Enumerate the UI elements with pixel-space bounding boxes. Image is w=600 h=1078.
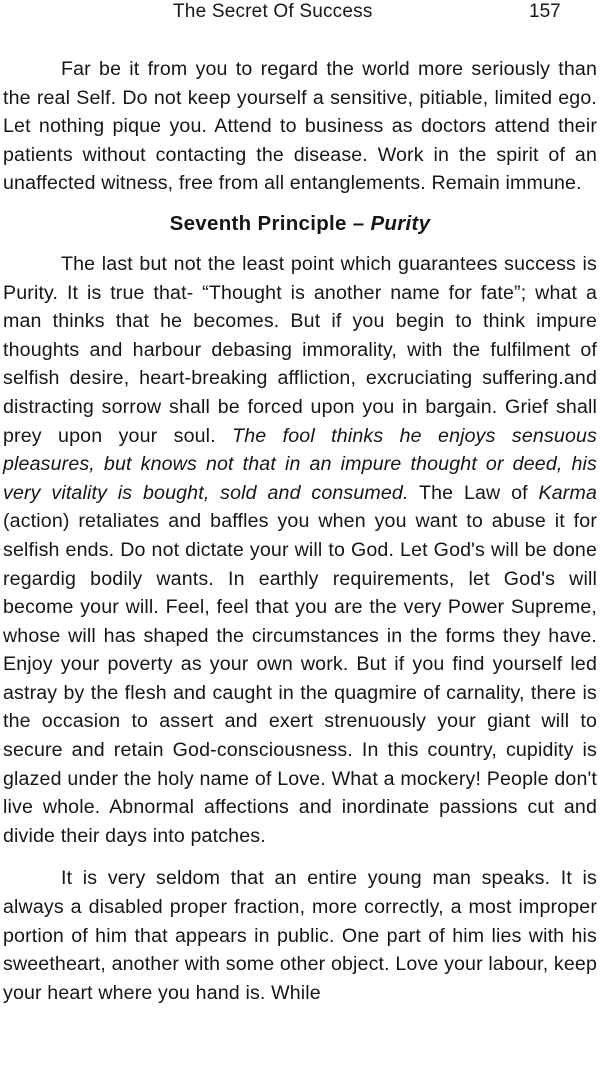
paragraph-2-italic-karma: Karma [538,481,597,504]
running-title: The Secret Of Success [173,1,373,22]
page-number: 157 [529,1,561,22]
paragraph-2-part-1: The last but not the least point which guarantees success is Purity. It is true that- “Thought is another name for fate”; what a man thinks that he becomes. But if you begin to think impure thoughts and harbour debasing immorality, with the fulfilment of selfish desire, heart-breaking affliction, excruciating suffering.and distracting sorrow shall be forced upon you in bargain. Grief shall prey upon your soul. [3,252,597,447]
paragraph-3: It is very seldom that an entire young man speaks. It is always a disabled proper fraction, more correctly, a most improper portion of him that appears in public. One part of him lies with his sweetheart, another with some other object. Love your labour, keep your heart where you hand is. While [3,867,597,1004]
paragraph-2-part-2: The Law of [408,481,539,504]
paragraph-2-italic-1: The fool thinks he enjoys sensuous pleasures, but knows not that in an impure thought or deed, his very vitality is bought, sold and consumed. [3,424,597,504]
body-text [3,55,597,1007]
paragraph-2-part-3: (action) retaliates and baffles you when you want to abuse it for selfish ends. Do not dictate your will to God. Let God's will be done regardig bodily wants. In earthly requirements, let God's will become your will. Feel, feel that you are the very Power Supreme, whose will has shaped the circumstances in the forms they have. Enjoy your poverty as your own work. But if you find yourself led astray by the flesh and caught in the quagmire of carnality, there is the occasion to assert and exert strenuously your giant will to secure and retain God-consciousness. In this country, cupidity is glazed under the holy name of Love. What a mockery! People don't live whole. Abnormal affections and inordinate passions cut and divide their days into patches. [3,510,597,847]
paragraph-1: Far be it from you to regard the world more seriously than the real Self. Do not keep yourself a sensitive, pitiable, limited ego. Let nothing pique you. Attend to business as doctors attend their patients without contacting the disease. Work in the spirit of an unaffected witness, free from all entanglements. Remain immune. [3,58,597,195]
paragraph-2 [3,250,597,850]
section-heading [3,210,597,238]
heading-prefix: Seventh Principle – [169,211,371,235]
running-header [0,0,600,26]
heading-emphasis: Purity [370,211,431,235]
